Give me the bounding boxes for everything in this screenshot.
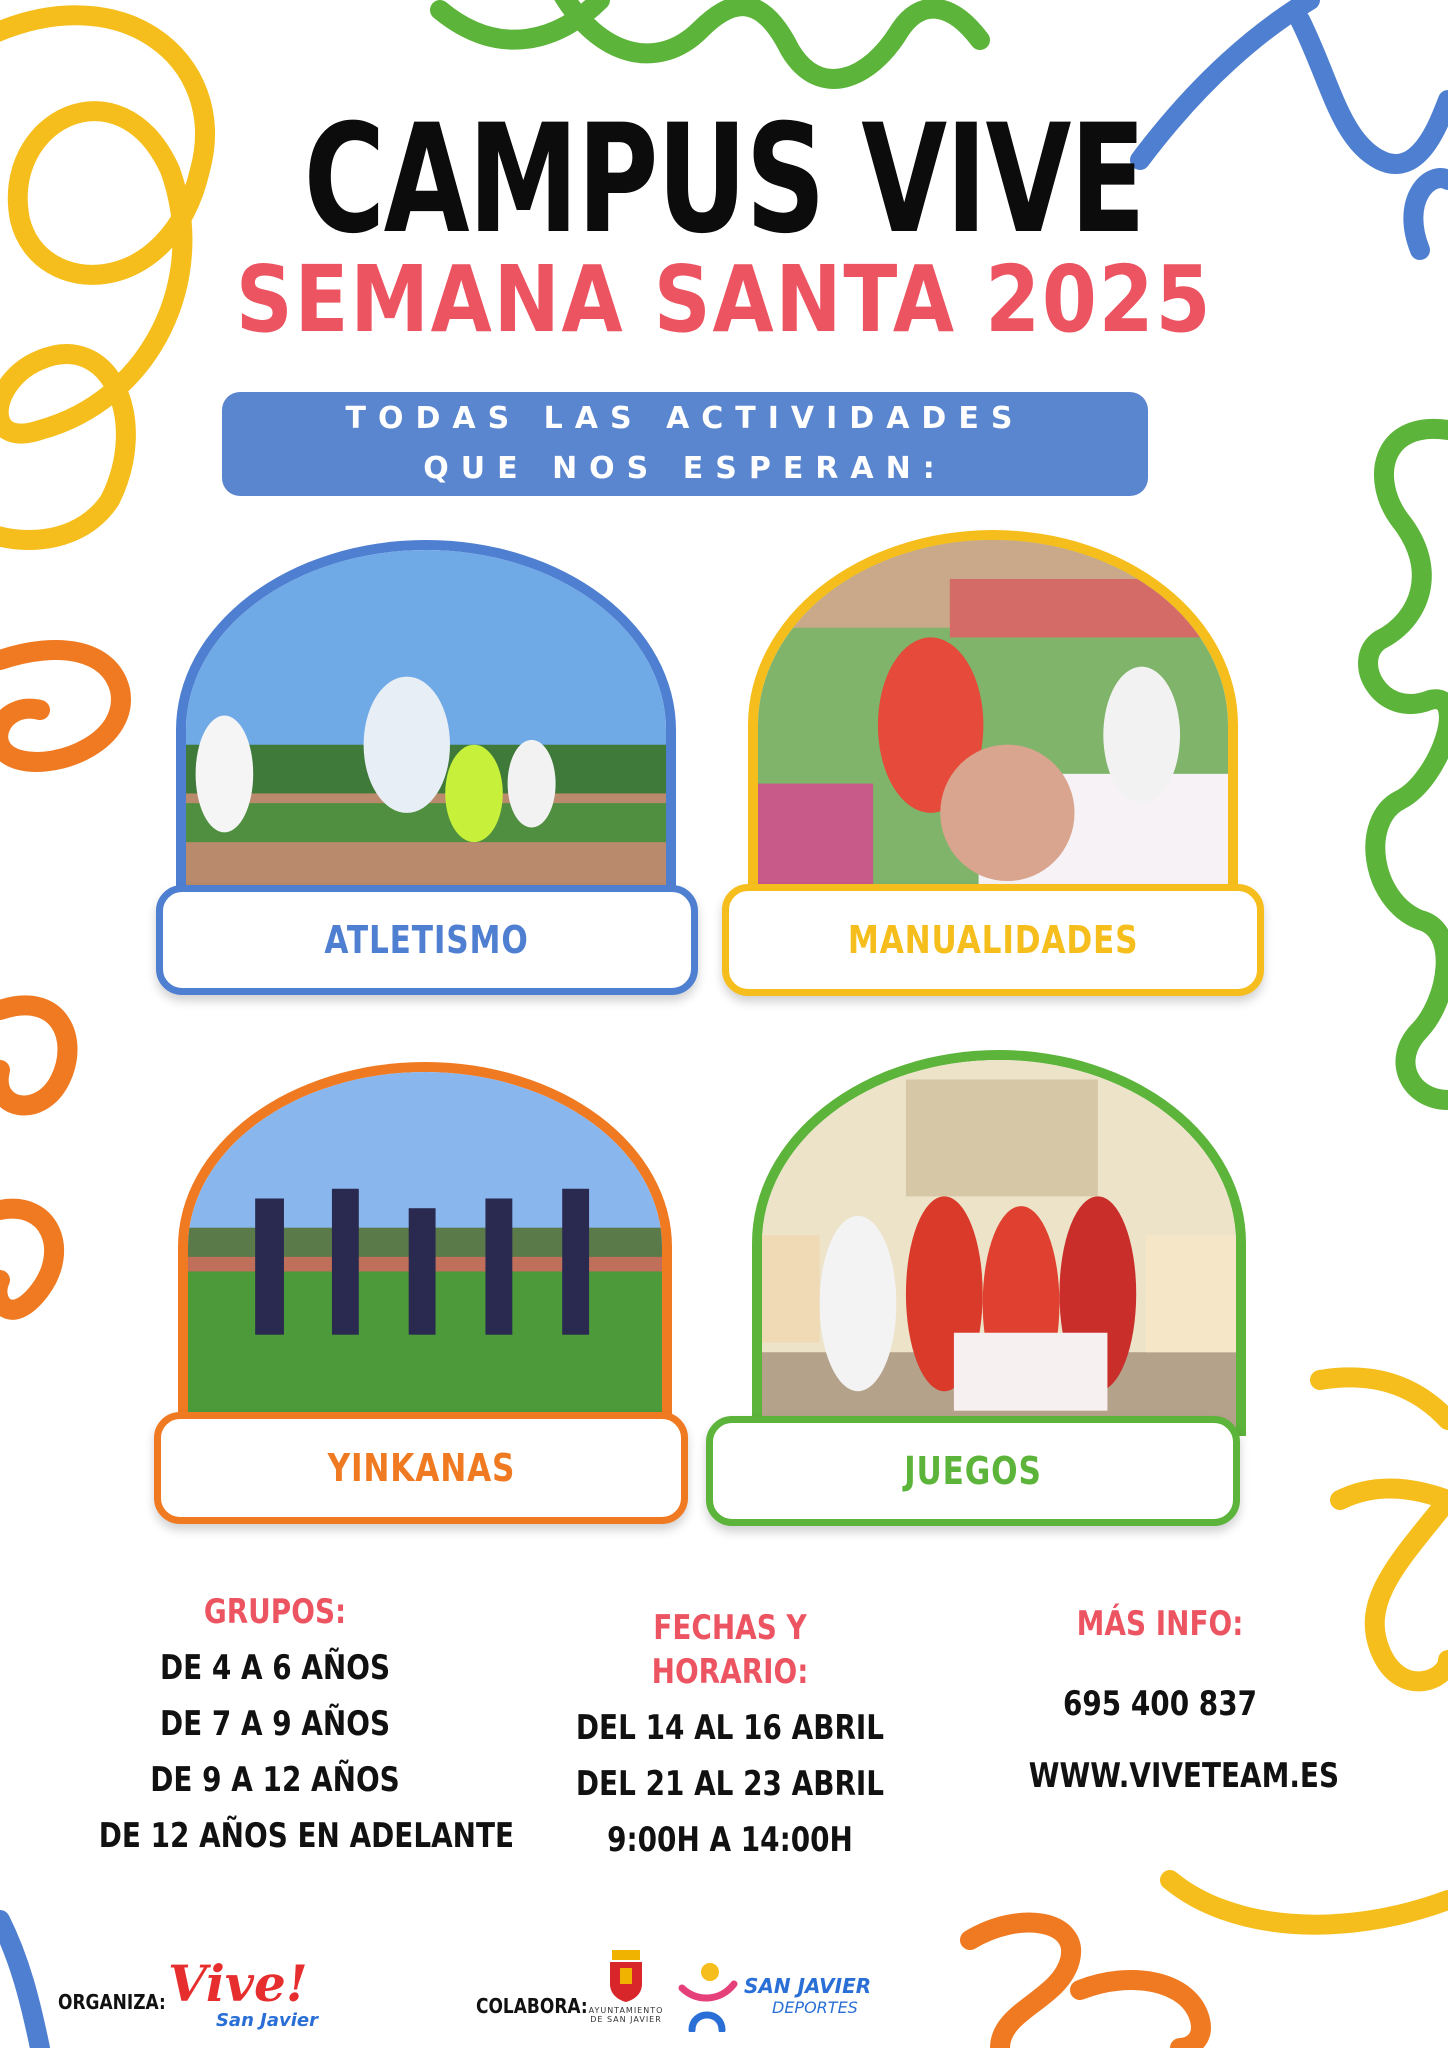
running-kids-photo-icon [186, 550, 666, 920]
schedule-heading: FECHAS Y HORARIO: [651, 1608, 809, 1692]
green-scribble-right [1368, 429, 1448, 1100]
atletismo-photo [176, 540, 676, 920]
group-line: DE 4 A 6 AÑOS [159, 1648, 391, 1688]
vive-logo-sub: San Javier [215, 2010, 318, 2031]
group-line: DE 7 A 9 AÑOS [159, 1704, 391, 1744]
contact-website[interactable]: WWW.VIVETEAM.ES [1028, 1756, 1340, 1796]
vive-logo-text: Vive! [168, 1954, 308, 2013]
schedule-line: DEL 14 AL 16 ABRIL [575, 1708, 885, 1748]
ayuntamiento-text: AYUNTAMIENTO DE SAN JAVIER [588, 2006, 664, 2024]
page-subtitle: SEMANA SANTA 2025 [235, 246, 1213, 353]
group-kids-photo-icon [762, 1060, 1236, 1436]
juegos-label-box [706, 1416, 1240, 1526]
athlete-figure-icon [676, 1962, 738, 2032]
banner-text: TODAS LAS ACTIVIDADES QUE NOS ESPERAN: [345, 401, 1025, 486]
manualidades-label-box [722, 884, 1264, 996]
san-javier-deportes-logo [676, 1962, 896, 2034]
ayuntamiento-logo [584, 1950, 668, 2024]
activities-banner [222, 392, 1148, 496]
juegos-photo [752, 1050, 1246, 1436]
yinkanas-label: YINKANAS [327, 1446, 515, 1490]
orange-scribble-left [0, 650, 121, 1310]
juegos-label: JUEGOS [904, 1449, 1042, 1493]
colabora-label: COLABORA: [476, 1994, 588, 2018]
handstand-kids-photo-icon [188, 1072, 662, 1432]
groups-heading: GRUPOS: [203, 1592, 347, 1632]
yinkanas-photo [178, 1062, 672, 1432]
contact-phone[interactable]: 695 400 837 [1062, 1684, 1258, 1724]
deportes-logo-text: SAN JAVIER [744, 1974, 872, 1998]
orange-scribble-bottom [970, 1923, 1201, 2048]
schedule-line: 9:00H A 14:00H [607, 1820, 853, 1860]
group-line: DE 12 AÑOS EN ADELANTE [98, 1816, 515, 1856]
green-scribble-top [440, 0, 980, 79]
manualidades-label: MANUALIDADES [847, 918, 1139, 962]
atletismo-label: ATLETISMO [324, 918, 530, 962]
coat-of-arms-icon [606, 1950, 646, 2002]
page-title: CAMPUS VIVE [303, 93, 1145, 267]
contact-heading: MÁS INFO: [1076, 1604, 1244, 1644]
schedule-line: DEL 21 AL 23 ABRIL [575, 1764, 885, 1804]
groups-info [60, 1590, 515, 1864]
vive-san-javier-logo [168, 1954, 318, 2031]
deportes-logo-sub: DEPORTES [772, 1998, 858, 2017]
manualidades-photo [748, 530, 1238, 920]
contact-info [1000, 1602, 1340, 1804]
yinkanas-label-box [154, 1412, 688, 1524]
schedule-info [540, 1606, 920, 1868]
group-line: DE 9 A 12 AÑOS [150, 1760, 400, 1800]
atletismo-label-box [156, 885, 698, 995]
crafts-painting-photo-icon [758, 540, 1228, 920]
organiza-label: ORGANIZA: [58, 1990, 166, 2014]
blue-scribble-bottom-left [0, 1920, 40, 2048]
